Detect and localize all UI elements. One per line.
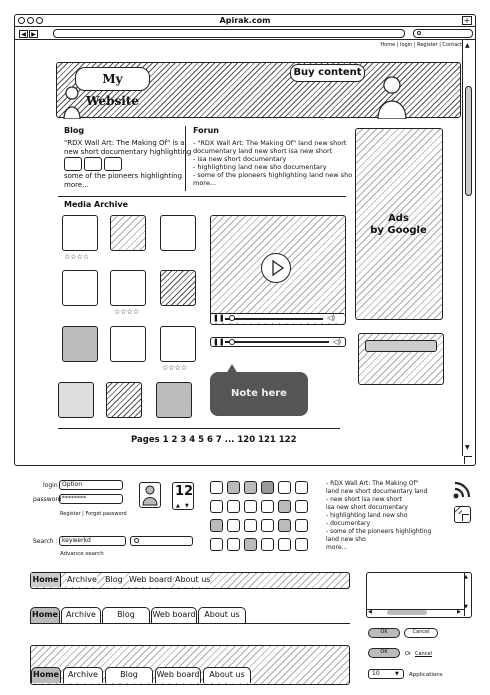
cancel-link[interactable]: Cancel: [415, 651, 432, 657]
audio-seek-bar[interactable]: [225, 341, 329, 343]
media-thumb[interactable]: [62, 326, 98, 362]
calendar-widget[interactable]: [172, 482, 194, 510]
nav1-archive[interactable]: Archive: [67, 573, 97, 587]
nav1-webboard[interactable]: Web board: [129, 573, 172, 587]
mini-hscroll-thumb[interactable]: [387, 610, 427, 615]
vertical-scrollbar[interactable]: [462, 40, 474, 456]
media-thumb[interactable]: [160, 215, 196, 251]
media-archive-heading: Media Archive: [64, 200, 128, 209]
login-field[interactable]: [59, 480, 123, 490]
mini-scroll-left-icon[interactable]: ◀: [368, 609, 372, 615]
mini-scroll-down-icon[interactable]: ▼: [464, 604, 468, 610]
grid-cell[interactable]: [261, 538, 274, 551]
grid-cell[interactable]: [244, 519, 257, 532]
person-right-silhouette: [375, 75, 409, 119]
ok-button-2[interactable]: [368, 648, 400, 658]
grid-cell[interactable]: [295, 519, 308, 532]
grid-cell[interactable]: [210, 481, 223, 494]
media-thumb[interactable]: [110, 326, 146, 362]
media-thumb[interactable]: [160, 270, 196, 306]
audio-player[interactable]: [210, 337, 346, 347]
password-label: password: [33, 496, 62, 503]
video-seek-thumb[interactable]: [229, 315, 235, 321]
rating-stars[interactable]: ☆☆☆☆: [114, 308, 140, 316]
mini-panel: [366, 572, 472, 618]
forum-line-4: - highlighting land new sho documentary: [193, 163, 327, 171]
ok-label-2: OK: [380, 649, 388, 655]
grid-cell[interactable]: [295, 538, 308, 551]
grid-cell[interactable]: [210, 519, 223, 532]
resize-grip-icon[interactable]: [464, 456, 472, 464]
search-label: Search :: [33, 538, 58, 545]
nav2-archive[interactable]: Archive: [61, 607, 101, 623]
grid-cell[interactable]: [227, 481, 240, 494]
grid-cell[interactable]: [227, 500, 240, 513]
ads-line-1: Ads: [388, 213, 409, 224]
or-label: Or: [405, 651, 411, 657]
nav-bar-3-tabs: [31, 667, 349, 683]
chevron-down-icon: ▼: [395, 671, 399, 677]
grid-cell[interactable]: [244, 481, 257, 494]
grid-cell[interactable]: [295, 500, 308, 513]
blog-thumb-2: [84, 157, 102, 171]
blog-thumb-1: [64, 157, 82, 171]
nav3-home[interactable]: Home: [31, 667, 61, 683]
column-divider: [185, 126, 186, 191]
keyword-value: keywerkd: [62, 537, 91, 544]
media-thumb[interactable]: [110, 215, 146, 251]
list-item: - new short isa new short: [326, 496, 402, 503]
person-icon: [140, 483, 160, 507]
buy-content-label: Buy content: [293, 67, 362, 78]
rss-icon[interactable]: [453, 481, 471, 499]
grid-cell[interactable]: [244, 538, 257, 551]
audio-volume-icon[interactable]: ◁): [333, 338, 342, 346]
mini-scroll-right-icon[interactable]: ▶: [457, 609, 461, 615]
calendar-down-icon[interactable]: ▼: [185, 503, 189, 509]
media-thumb[interactable]: [156, 382, 192, 418]
side-widget: [358, 333, 444, 385]
avatar[interactable]: [139, 482, 161, 508]
select-value: 10: [372, 670, 380, 677]
back-button[interactable]: ◀: [19, 30, 28, 38]
calendar-day: 12: [175, 484, 194, 499]
forward-button[interactable]: ▶: [29, 30, 38, 38]
grid-cell[interactable]: [278, 481, 291, 494]
calendar-up-icon[interactable]: ▲: [176, 503, 180, 509]
pager-divider: [58, 428, 340, 429]
list-item: land new short documentary land: [326, 488, 428, 495]
browser-search-input[interactable]: [413, 29, 473, 38]
cancel-label: Cancel: [412, 629, 430, 635]
select-label: Applications: [409, 672, 443, 678]
grid-cell[interactable]: [261, 500, 274, 513]
media-thumb[interactable]: [62, 270, 98, 306]
grid-cell[interactable]: [278, 519, 291, 532]
video-controls: [211, 313, 344, 323]
grid-cell[interactable]: [261, 481, 274, 494]
blog-heading: Blog: [64, 126, 85, 135]
media-thumb[interactable]: [110, 270, 146, 306]
buy-content-bubble[interactable]: [290, 64, 365, 82]
ok-button[interactable]: [368, 628, 400, 638]
register-forgot-links[interactable]: Register | Forgot password: [60, 511, 127, 517]
blog-line-2: new short documentary highlighting: [64, 148, 192, 156]
blog-thumb-3: [104, 157, 122, 171]
forum-heading: Forun: [193, 126, 219, 135]
url-input[interactable]: [53, 29, 405, 38]
search-box[interactable]: [130, 536, 193, 546]
site-title-bubble[interactable]: [75, 67, 150, 108]
video-player[interactable]: [210, 215, 346, 325]
widget-grid-icon-cell: [455, 507, 462, 514]
advanced-search-link[interactable]: Advance search: [60, 551, 104, 557]
grid-cell[interactable]: [227, 519, 240, 532]
note-text: Note here: [231, 388, 287, 399]
nav1-home[interactable]: Home: [31, 573, 61, 587]
mini-scroll-up-icon[interactable]: ▲: [464, 574, 468, 580]
blog-caption: some of the pioneers highlighting: [64, 172, 183, 180]
audio-seek-thumb[interactable]: [229, 339, 235, 345]
note-bubble-tail: [226, 364, 240, 374]
new-tab-icon[interactable]: +: [463, 16, 471, 25]
forum-line-1: - "RDX Wall Art: The Making Of" land new short: [193, 139, 347, 147]
blog-more-link[interactable]: more...: [64, 181, 89, 189]
list-item: isa new short documentary: [326, 504, 408, 511]
rating-stars[interactable]: ☆☆☆☆: [64, 253, 90, 261]
forum-line-2: documentary land new short isa new short: [193, 147, 333, 155]
forum-line-3: - isa new short documentary: [193, 155, 287, 163]
site-title: My Website: [85, 72, 139, 108]
address-bar-row: [15, 28, 475, 40]
search-icon: [417, 31, 421, 35]
note-bubble: [210, 372, 308, 416]
forum-more-link[interactable]: more...: [193, 179, 217, 187]
widget-grid-icon-cell: [462, 514, 469, 521]
grid-cell[interactable]: [227, 538, 240, 551]
nav2-home[interactable]: Home: [30, 607, 60, 623]
nav2-blog[interactable]: Blog: [102, 607, 150, 623]
nav2-webboard[interactable]: Web board: [151, 607, 197, 623]
ok-label: OK: [380, 629, 388, 635]
title-bar: [15, 15, 475, 27]
list-item: land new sho: [326, 536, 366, 543]
list-item: - highlighting land new sho: [326, 512, 408, 519]
grid-cell[interactable]: [295, 481, 308, 494]
nav1-about[interactable]: About us: [175, 573, 210, 587]
password-field[interactable]: [59, 494, 123, 504]
window-title: Apirak.com: [219, 16, 271, 25]
keyword-input[interactable]: [59, 536, 126, 546]
scroll-down-icon[interactable]: ▼: [465, 444, 470, 451]
video-seek-bar[interactable]: [225, 318, 323, 320]
ads-panel[interactable]: [355, 128, 443, 320]
nav3-about[interactable]: About us: [203, 667, 251, 683]
login-label: login: [43, 482, 58, 489]
nav2-about[interactable]: About us: [198, 607, 246, 623]
applications-select[interactable]: [368, 669, 404, 679]
media-thumb[interactable]: [160, 326, 196, 362]
play-icon: [261, 253, 291, 283]
login-value: Option: [62, 481, 83, 488]
ads-line-2: by Google: [370, 225, 427, 236]
grid-cell[interactable]: [278, 500, 291, 513]
ads-text: [356, 213, 441, 237]
grid-cell[interactable]: [210, 538, 223, 551]
nav3-webboard[interactable]: Web board: [155, 667, 201, 683]
scroll-thumb[interactable]: [465, 86, 472, 196]
cancel-button[interactable]: [404, 628, 438, 638]
nav-bar-1: [30, 572, 350, 589]
pause-icon[interactable]: ❚❚: [213, 314, 225, 322]
header-banner: [56, 62, 461, 118]
nav1-blog[interactable]: Blog: [105, 573, 123, 587]
widget-grid-icon[interactable]: [454, 506, 471, 523]
grid-cell[interactable]: [244, 500, 257, 513]
nav-bar-2: [30, 607, 350, 624]
top-nav-links[interactable]: Home | login | Register | Contact: [380, 42, 462, 48]
rating-stars[interactable]: ☆☆☆☆: [162, 364, 188, 372]
grid-cell[interactable]: [278, 538, 291, 551]
media-thumb[interactable]: [106, 382, 142, 418]
side-widget-bar[interactable]: [365, 340, 437, 352]
nav3-archive[interactable]: Archive: [63, 667, 103, 683]
list-item: - some of the pioneers highlighting: [326, 528, 432, 535]
forum-line-5: - some of the pioneers highlighting land new sho: [193, 171, 353, 179]
media-thumb[interactable]: [62, 215, 98, 251]
list-item: - documentary: [326, 520, 371, 527]
play-button[interactable]: [261, 253, 291, 283]
password-value: ********: [62, 495, 86, 502]
media-thumb[interactable]: [58, 382, 94, 418]
audio-pause-icon[interactable]: ❚❚: [213, 338, 225, 346]
blog-line-1: "RDX Wall Art: The Making Of" is a: [64, 139, 185, 147]
grid-cell[interactable]: [210, 500, 223, 513]
media-divider: [58, 196, 346, 197]
scroll-up-icon[interactable]: ▲: [465, 42, 470, 49]
grid-cell[interactable]: [261, 519, 274, 532]
pagination[interactable]: Pages 1 2 3 4 5 6 7 ... 120 121 122: [131, 435, 297, 445]
magnifier-icon: [134, 538, 139, 543]
volume-icon[interactable]: ◁): [327, 314, 336, 322]
nav3-blog[interactable]: Blog: [105, 667, 153, 683]
list-more-link[interactable]: more...: [326, 544, 348, 551]
person-left-silhouette: [61, 85, 83, 119]
list-item: - RDX Wall Art: The Making Of": [326, 480, 419, 487]
